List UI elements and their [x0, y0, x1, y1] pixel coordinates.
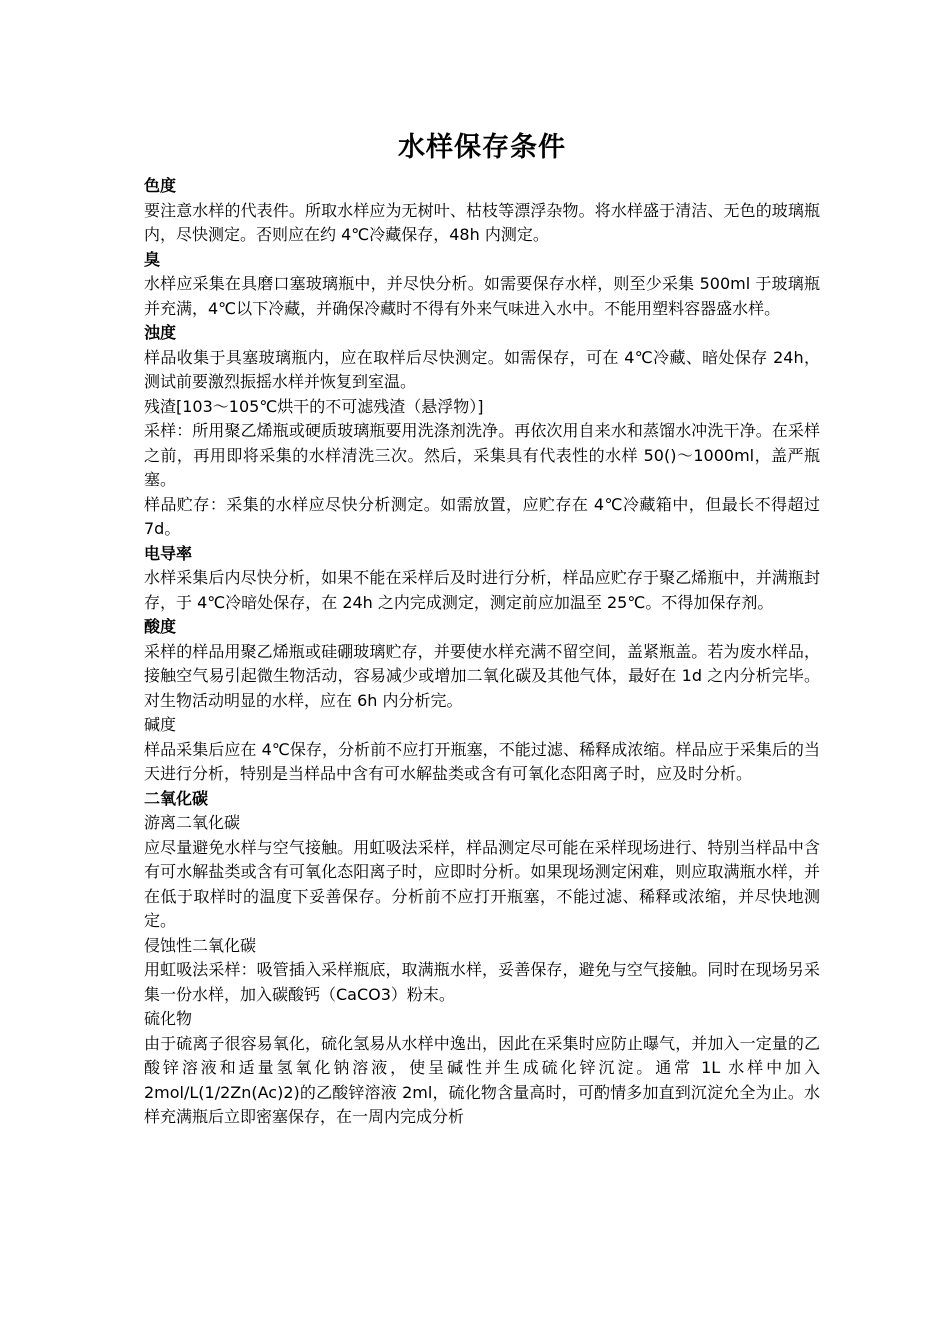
section-text-turbidity: 样品收集于具塞玻璃瓶内，应在取样后尽快测定。如需保存，可在 4℃冷藏、暗处保存 24h，测试前要激烈振摇水样并恢复到室温。: [144, 347, 820, 391]
text-erosive-co2: 用虹吸法采样：吸管插入采样瓶底，取满瓶水样，妥善保存，避免与空气接触。同时在现场另采集一份水样，加入碳酸钙（CaCO3）粉末。: [144, 960, 820, 1004]
text-residue-sampling: 采样：所用聚乙烯瓶或硬质玻璃瓶要用洗涤剂洗净。再依次用自来水和蒸馏水冲洗干净。在采样之前，再用即将采集的水样清洗三次。然后，采集具有代表性的水样 50()～1000ml，盖严瓶塞。: [144, 421, 820, 489]
section-heading-odor: 臭: [144, 249, 161, 269]
section-text-acidity: 采样的样品用聚乙烯瓶或硅硼玻璃贮存，并要使水样充满不留空间，盖紧瓶盖。若为废水样品，接触空气易引起微生物活动，容易减少或增加二氧化碳及其他气体，最好在 1d 之内分析完毕。对生物活动明显的水样，应在 6h 内分析完。: [144, 641, 820, 710]
section-heading-co2: 二氧化碳: [144, 788, 209, 808]
section-heading-color: 色度: [144, 176, 177, 195]
text-residue-storage: 样品贮存：采集的水样应尽快分析测定。如需放置，应贮存在 4℃冷藏箱中，但最长不得超过 7d。: [144, 494, 820, 538]
section-text-conductivity: 水样采集后内尽快分析，如果不能在采样后及时进行分析，样品应贮存于聚乙烯瓶中，并满瓶封存，于 4℃冷暗处保存，在 24h 之内完成测定，测定前应加温至 25℃。不得加保存剂。: [144, 568, 820, 612]
section-heading-conductivity: 电导率: [144, 543, 193, 563]
subheading-erosive-co2: 侵蚀性二氧化碳: [144, 935, 257, 955]
section-heading-acidity: 酸度: [144, 617, 177, 636]
section-heading-turbidity: 浊度: [144, 323, 177, 342]
subheading-alkalinity: 碱度: [144, 715, 177, 734]
text-free-co2: 应尽量避免水样与空气接触。用虹吸法采样，样品测定尽可能在采样现场进行、特别当样品中含有可水解盐类或含有可氧化态阳离子时，应即时分析。如果现场测定闲难，则应取满瓶水样，并在低于取样时的温度下妥善保存。分析前不应打开瓶塞，不能过滤、稀释或浓缩，并尽快地测定。: [144, 837, 820, 930]
subheading-residue: 残渣[103～105℃烘干的不可滤残渣（悬浮物）]: [144, 396, 484, 416]
subheading-free-co2: 游离二氧化碳: [144, 813, 241, 832]
document-page: [144, 128, 820, 1130]
section-text-color: 要注意水样的代表件。所取水样应为无树叶、枯枝等漂浮杂物。将水样盛于清洁、无色的玻璃瓶内，尽快测定。否则应在约 4℃冷藏保存，48h 内测定。: [144, 200, 820, 244]
text-alkalinity: 样品采集后应在 4℃保存，分析前不应打开瓶塞，不能过滤、稀释成浓缩。样品应于采集后的当天进行分析，特别是当样品中含有可水解盐类或含有可氧化态阳离子时，应及时分析。: [144, 739, 820, 783]
text-sulfide: 由于硫离子很容易氧化，硫化氢易从水样中逸出，因此在采集时应防止曝气，并加入一定量的乙酸锌溶液和适量氢氧化钠溶液，使呈碱性并生成硫化锌沉淀。通常 1L 水样中加入 2mol/L(1/2Zn(Ac)2)的乙酸锌溶液 2ml，硫化物含量高时，可酌情多加直到沉淀允全为止。水样充满瓶后立即密塞保存，在一周内完成分析: [144, 1033, 820, 1126]
document-title: 水样保存条件: [398, 132, 566, 163]
subheading-sulfide: 硫化物: [144, 1009, 193, 1028]
section-text-odor: 水样应采集在具磨口塞玻璃瓶中，并尽快分析。如需要保存水样，则至少采集 500ml 于玻璃瓶并充满，4℃以下冷藏，并确保冷藏时不得有外来气味进入水中。不能用塑料容器盛水样。: [144, 274, 820, 318]
